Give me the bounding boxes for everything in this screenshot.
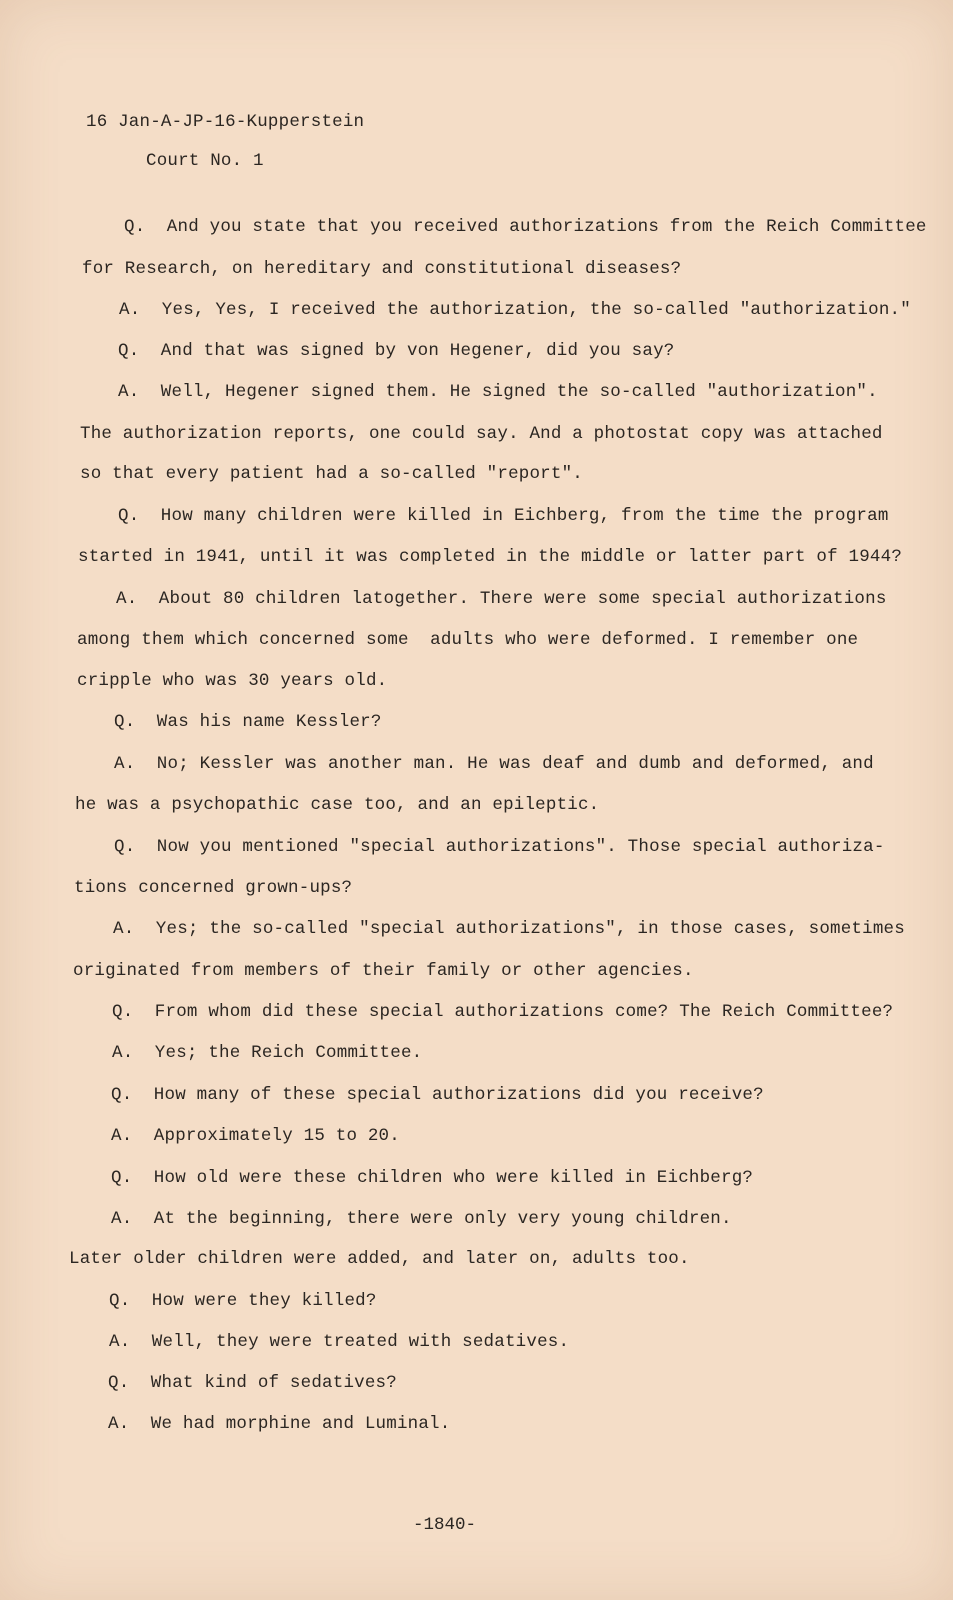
transcript-line: A. No; Kessler was another man. He was deaf and dumb and deformed, and bbox=[114, 754, 874, 774]
transcript-line: Q. And you state that you received authorizations from the Reich Committee bbox=[124, 217, 927, 237]
transcript-line: Q. Was his name Kessler? bbox=[114, 712, 382, 732]
transcript-line: Q. How many of these special authorizations did you receive? bbox=[111, 1085, 764, 1105]
transcript-line: tions concerned grown-ups? bbox=[74, 878, 353, 898]
transcript-line: originated from members of their family or other agencies. bbox=[73, 961, 694, 981]
transcript-line: The authorization reports, one could say. And a photostat copy was attached bbox=[80, 424, 883, 444]
transcript-line: A. Yes, Yes, I received the authorization, the so-called "authorization." bbox=[119, 300, 911, 320]
transcript-line: so that every patient had a so-called "report". bbox=[80, 464, 583, 484]
transcript-line: cripple who was 30 years old. bbox=[77, 671, 388, 691]
transcript-line: A. We had morphine and Luminal. bbox=[108, 1414, 451, 1434]
transcript-line: Q. What kind of sedatives? bbox=[108, 1373, 397, 1393]
document-reference: 16 Jan-A-JP-16-Kupperstein bbox=[86, 112, 365, 132]
transcript-line: A. About 80 children latogether. There were some special authorizations bbox=[116, 589, 887, 609]
court-number: Court No. 1 bbox=[146, 151, 264, 171]
transcript-line: A. Yes; the so-called "special authorizations", in those cases, sometimes bbox=[113, 919, 905, 939]
transcript-line: A. Well, Hegener signed them. He signed the so-called "authorization". bbox=[118, 382, 878, 402]
transcript-line: started in 1941, until it was completed in the middle or latter part of 1944? bbox=[78, 547, 903, 567]
transcript-line: A. Approximately 15 to 20. bbox=[111, 1126, 400, 1146]
transcript-line: Q. And that was signed by von Hegener, did you say? bbox=[118, 341, 675, 361]
transcript-line: among them which concerned some adults who were deformed. I remember one bbox=[77, 630, 859, 650]
transcript-line: Q. Now you mentioned "special authorizations". Those special authoriza- bbox=[114, 837, 885, 857]
transcript-line: A. Yes; the Reich Committee. bbox=[112, 1043, 423, 1063]
page-number: -1840- bbox=[413, 1515, 477, 1535]
transcript-line: A. Well, they were treated with sedatives. bbox=[109, 1332, 570, 1352]
transcript-line: Later older children were added, and later on, adults too. bbox=[69, 1249, 690, 1269]
transcript-line: Q. How many children were killed in Eichberg, from the time the program bbox=[118, 506, 889, 526]
transcript-line: A. At the beginning, there were only very young children. bbox=[111, 1209, 732, 1229]
transcript-line: he was a psychopathic case too, and an epileptic. bbox=[75, 795, 600, 815]
transcript-line: Q. How were they killed? bbox=[109, 1291, 377, 1311]
transcript-line: Q. From whom did these special authorizations come? The Reich Committee? bbox=[112, 1002, 894, 1022]
transcript-line: for Research, on hereditary and constitutional diseases? bbox=[82, 259, 682, 279]
transcript-line: Q. How old were these children who were killed in Eichberg? bbox=[111, 1168, 754, 1188]
